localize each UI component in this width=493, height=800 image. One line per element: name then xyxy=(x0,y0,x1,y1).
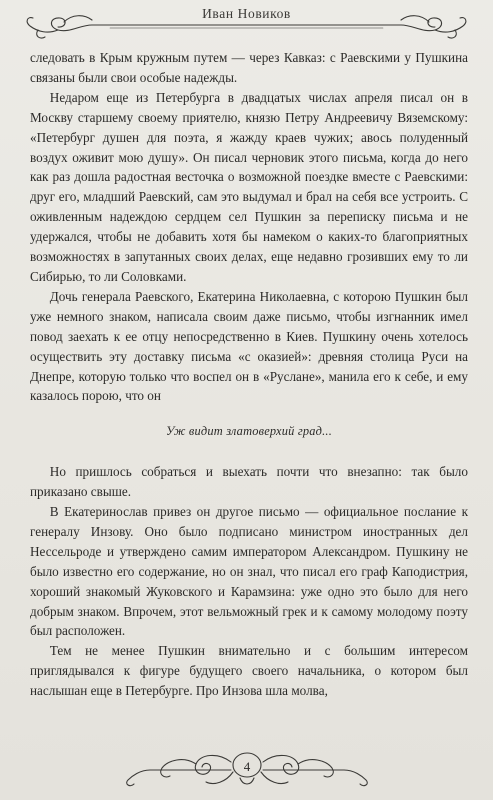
paragraph-5: В Екатеринослав привез он другое письмо — официальное послание к генералу Инзову. Оно было подписано министром иностранных дел Нессельроде и утверждено самим императором Александром. Пушкину не было известно его содержание, но он знал, что писал его граф Каподистрия, хороший знакомый Жуковского и Карамзина: уже одно это было для него добрым знаком. Впрочем, этот вельможный грек и к самому молодому поэту был расположен. xyxy=(30,504,468,639)
running-head: Иван Новиков xyxy=(202,6,291,21)
paragraph-4: Но пришлось собраться и выехать почти что внезапно: так было приказано свыше. xyxy=(30,464,468,500)
page-number: 4 xyxy=(243,759,251,774)
page-text xyxy=(30,48,468,701)
paragraph-2: Недаром еще из Петербурга в двадцатых числах апреля писал он в Москву старшему своему приятелю, князю Петру Андреевичу Вяземскому: «Петербург душен для поэта, я жажду краев чужих; авось полуденный воздух оживит мою душу». Он писал черновик этого письма, когда до него как раз дошла радостная весточка о возможной поездке вместе с Раевскими: друг его, младший Раевский, сам это выдумал и брал на себя все устроить. С оживленным надеждою сердцем сел Пушкин за переписку письма и не удержался, чтобы не добавить хотя бы намеком о каких-то благоприятных возможностях в запутанных своих делах, еще недавно грозивших ему то ли Сибирью, то ли Соловками. xyxy=(30,89,468,284)
verse-line: Уж видит златоверхий град... xyxy=(165,424,333,439)
paragraph-1: следовать в Крым кружным путем — через Кавказ: с Раевскими у Пушкина связаны были свои особые надежды. xyxy=(30,50,468,85)
paragraph-3: Дочь генерала Раевского, Екатерина Николаевна, с которою Пушкин был уже немного знаком, написала своим даже письмо, чтобы изгнанник имел повод заехать к ее отцу непосредственно в Киев. Пушкину очень хотелось осуществить эту доставку письма «с оказией»: древняя столица Руси на Днепре, которую только что воспел он в «Руслане», манила его к себе, и ему казалось порою, что он xyxy=(30,288,468,404)
paragraph-6: Тем не менее Пушкин внимательно и с большим интересом приглядывался к фигуре будущего своего начальника, о котором был наслышан еще в Петербурге. Про Инзова шла молва, xyxy=(30,643,468,699)
